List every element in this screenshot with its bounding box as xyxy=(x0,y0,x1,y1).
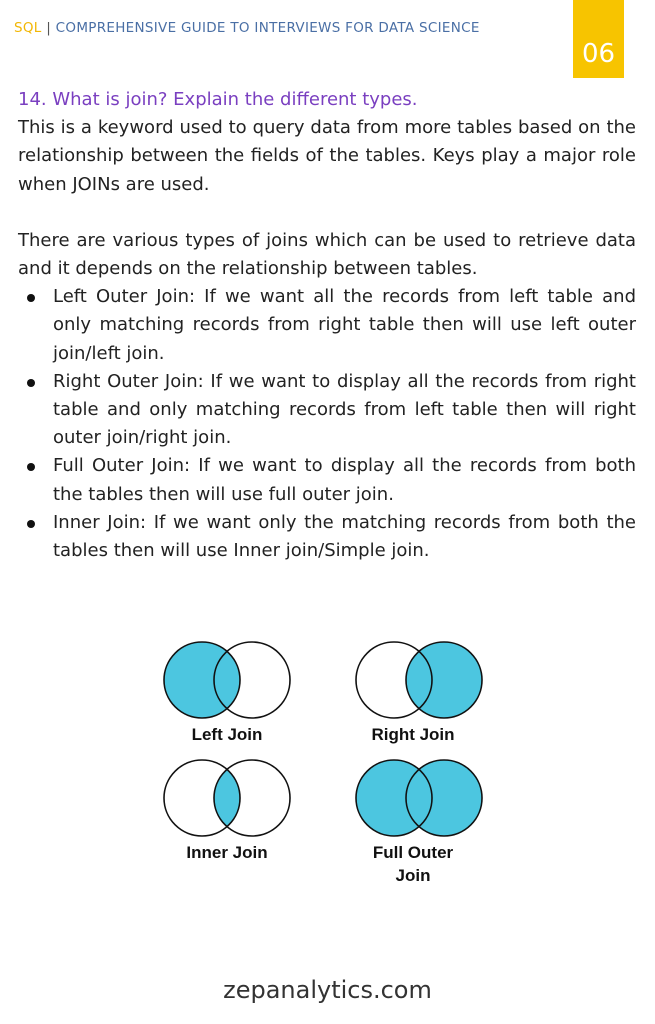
left-join-label: Left Join xyxy=(191,725,263,744)
list-item-text: Left Outer Join: If we want all the records from left table and only matching records from right table then will use left outer join/left join. xyxy=(53,286,636,364)
inner-join-venn xyxy=(164,760,290,836)
right-join-venn xyxy=(356,642,482,718)
left-join-venn xyxy=(164,642,290,718)
right-join-label: Right Join xyxy=(371,725,455,744)
bullet-icon xyxy=(27,379,35,387)
page-number-badge: 06 xyxy=(573,0,624,78)
footer-website: zepanalytics.com xyxy=(223,976,432,1004)
full-outer-join-label-line2: Join xyxy=(395,866,431,885)
list-item xyxy=(18,368,636,453)
main-content xyxy=(18,86,636,565)
question-heading: 14. What is join? Explain the different types. xyxy=(18,89,418,110)
header-title: COMPREHENSIVE GUIDE TO INTERVIEWS FOR DATA SCIENCE xyxy=(55,20,480,36)
bullet-icon xyxy=(27,463,35,471)
full-outer-join-label-line1: Full Outer xyxy=(372,843,454,862)
header-subject: SQL xyxy=(14,20,42,36)
bullet-icon xyxy=(27,294,35,302)
list-item xyxy=(18,509,636,565)
list-item xyxy=(18,283,636,368)
header xyxy=(14,20,480,36)
join-venn-diagrams xyxy=(150,640,510,900)
paragraph-gap xyxy=(18,199,636,227)
list-item-text: Inner Join: If we want only the matching records from both the tables then will use Inner join/Simple join. xyxy=(53,511,636,562)
full-outer-join-venn xyxy=(356,760,482,836)
bullet-icon xyxy=(27,520,35,528)
list-item-text: Full Outer Join: If we want to display all the records from both the tables then will use full outer join. xyxy=(53,455,636,505)
join-types-list xyxy=(18,283,636,565)
list-item-text: Right Outer Join: If we want to display all the records from right table and only matching records from left table then will right outer join/right join. xyxy=(53,370,636,449)
inner-join-label: Inner Join xyxy=(186,843,268,862)
paragraph-join-definition: This is a keyword used to query data from more tables based on the relationship between the fields of the tables. Keys play a major role when JOINs are used. xyxy=(18,117,636,195)
header-separator: | xyxy=(46,20,52,36)
paragraph-join-types-intro: There are various types of joins which can be used to retrieve data and it depends on the relationship between tables. xyxy=(18,229,636,280)
list-item xyxy=(18,452,636,508)
